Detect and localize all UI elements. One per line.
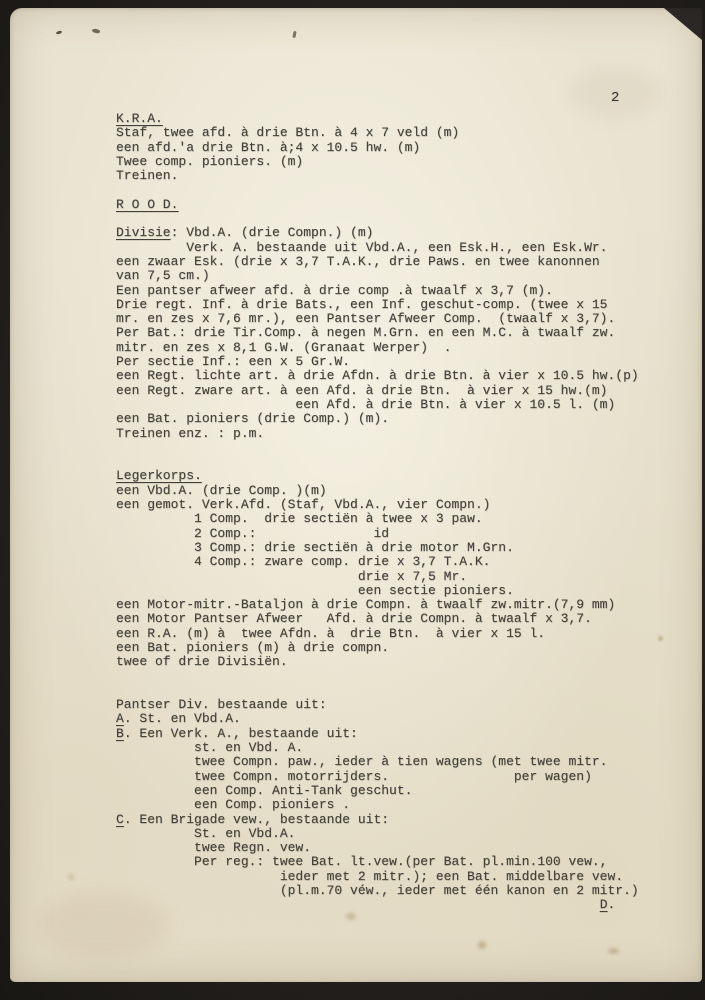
text-line: twee Compn. paw., ieder à tien wagens (met twee mitr.: [116, 754, 608, 770]
stray-mark: [292, 31, 296, 38]
text-line: Verk. A. bestaande uit Vbd.A., een Esk.H., een Esk.Wr.: [116, 239, 608, 255]
text-line: Treinen.: [116, 168, 179, 184]
foxing-spot: [658, 636, 663, 641]
text-line: C. Een Brigade vew., bestaande uit:: [116, 811, 390, 827]
text-line: Per Bat.: drie Tir.Comp. à negen M.Grn. en een M.C. à twaalf zw.: [116, 325, 616, 341]
text-line: (pl.m.70 véw., ieder met één kanon en 2 mitr.): [116, 883, 639, 899]
paper-sheet: [10, 8, 702, 982]
text-line: twee of drie Divisiën.: [116, 654, 288, 670]
text-line: een afd.'a drie Btn. à;4 x 10.5 hw. (m): [116, 139, 421, 155]
text-line: een R.A. (m) à twee Afdn. à drie Btn. à vier x 15 l.: [116, 625, 546, 641]
text-line: drie x 7,5 Mr.: [116, 568, 468, 584]
text-line: Per sectie Inf.: een x 5 Gr.W.: [116, 354, 351, 370]
text-line: een Regt. zware art. à een Afd. à drie Btn. à vier x 15 hw.(m): [116, 382, 608, 398]
text-line: [116, 455, 639, 469]
text-line: st. en Vbd. A.: [116, 740, 304, 756]
text-line: St. en Vbd.A.: [116, 825, 296, 841]
text-line: een Vbd.A. (drie Comp. )(m): [116, 482, 327, 498]
text-line: [116, 183, 639, 197]
text-line: [116, 670, 639, 684]
text-line: twee Regn. vew.: [116, 840, 312, 856]
text-line: D.: [599, 897, 616, 913]
text-line: een Bat. pioniers (drie Comp.) (m).: [116, 411, 390, 427]
foxing-spot: [68, 874, 74, 880]
text-line: een zwaar Esk. (drie x 3,7 T.A.K., drie Paws. en twee kanonnen: [116, 253, 600, 269]
foxing-spot: [346, 913, 356, 920]
text-line: Twee comp. pioniers. (m): [116, 153, 304, 169]
text-line: een Regt. lichte art. à drie Afdn. à drie Btn. à vier x 10.5 hw.(p): [116, 368, 639, 384]
ink-fleck: [92, 28, 101, 34]
text-line: Staf, twee afd. à drie Btn. à 4 x 7 veld (m): [116, 125, 460, 141]
text-line: een Bat. pioniers (m) à drie compn.: [116, 639, 390, 655]
page-number: 2: [611, 90, 620, 106]
text-line: [116, 684, 639, 698]
text-line: R O O D.: [116, 196, 179, 212]
text-line: Een pantser afweer afd. à drie comp .à twaalf x 3,7 (m).: [116, 282, 553, 298]
text-line: 3 Comp.: drie sectiën à drie motor M.Grn.: [116, 539, 514, 555]
text-line: een sectie pioniers.: [116, 582, 514, 598]
foxing-spot: [478, 941, 486, 949]
text-line: mitr. en zes x 8,1 G.W. (Granaat Werper) .: [116, 339, 452, 355]
text-line: K.R.A.: [116, 111, 163, 126]
corner-shadow: [664, 8, 702, 40]
text-line: twee Compn. motorrijders. per wagen): [116, 768, 592, 784]
text-line: 2 Comp.: id: [116, 525, 390, 541]
text-line: een gemot. Verk.Afd. (Staf, Vbd.A., vier Compn.): [116, 497, 491, 513]
text-line: 1 Comp. drie sectiën à twee x 3 paw.: [116, 511, 483, 527]
document-lines: [116, 112, 639, 913]
text-line: van 7,5 cm.): [116, 268, 210, 284]
text-line: Treinen enz. : p.m.: [116, 425, 265, 441]
text-line: Per reg.: twee Bat. lt.vew.(per Bat. pl.min.100 vew.,: [116, 854, 608, 870]
text-line: een Comp. pioniers .: [116, 797, 351, 813]
text-line: ieder met 2 mitr.); een Bat. middelbare vew.: [116, 868, 624, 884]
text-line: een Comp. Anti-Tank geschut.: [116, 782, 413, 798]
text-line: een Afd. à drie Btn. à vier x 10.5 l. (m): [116, 396, 616, 412]
text-line: een Motor Pantser Afweer Afd. à drie Compn. à twaalf x 3,7.: [116, 611, 592, 627]
text-line: Legerkorps.: [116, 468, 202, 484]
text-line: B. Een Verk. A., bestaande uit:: [116, 725, 358, 741]
text-line: mr. en zes x 7,6 mr.), een Pantser Afweer Comp. (twaalf x 3,7).: [116, 311, 616, 327]
text-line: A. St. en Vbd.A.: [116, 711, 241, 727]
text-line: een Motor-mitr.-Bataljon à drie Compn. à twaalf zw.mitr.(7,9 mm): [116, 597, 616, 613]
text-line: 4 Comp.: zware comp. drie x 3,7 T.A.K.: [116, 554, 491, 570]
ink-fleck: [56, 30, 63, 35]
text-line: [116, 212, 639, 226]
text-line: Pantser Div. bestaande uit:: [116, 697, 327, 713]
text-line: Divisie: Vbd.A. (drie Compn.) (m): [116, 225, 374, 241]
text-line: Drie regt. Inf. à drie Bats., een Inf. geschut-comp. (twee x 15: [116, 296, 608, 312]
text-line: [116, 441, 639, 455]
foxing-spot: [608, 948, 619, 954]
